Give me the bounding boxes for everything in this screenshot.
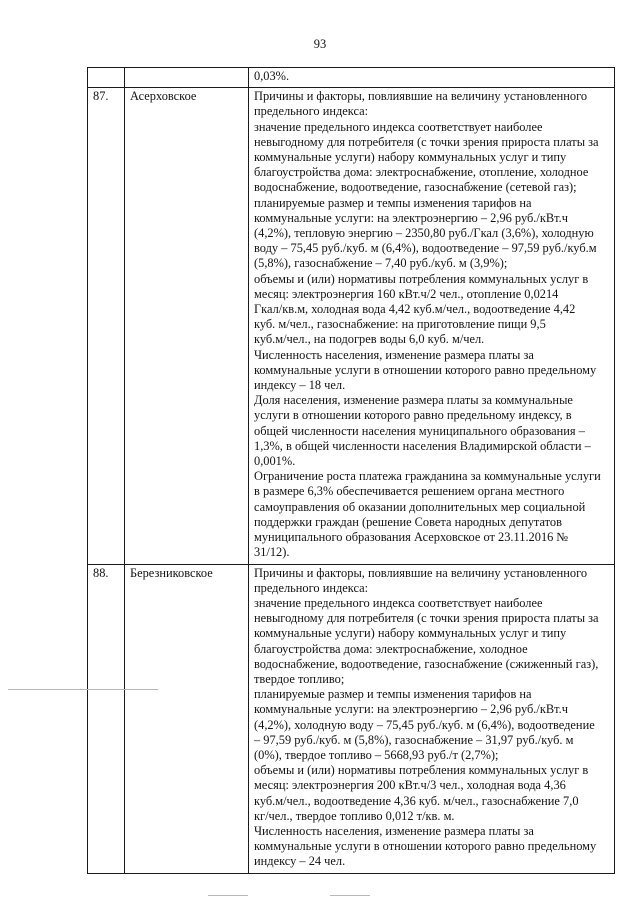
text-line: водоснабжение, водоотведение, газоснабжение (сжиженный газ), <box>254 656 599 671</box>
text-line: объемы и (или) нормативы потребления коммунальных услуг в <box>254 271 589 286</box>
text-line: 1,3%, в общей численности населения Владимирской области – <box>254 438 591 453</box>
table-row-continuation <box>88 68 615 88</box>
text-line: благоустройства дома: электроснабжение, отопление, холодное <box>254 165 589 180</box>
text-line: в размере 6,3% обеспечивается решением органа местного <box>254 484 565 499</box>
table-row-87 <box>88 88 615 564</box>
scan-artifact-line <box>330 895 370 896</box>
municipality-name: Березниковское <box>125 564 249 873</box>
text-line: предельного индекса: <box>254 580 369 595</box>
text-line: значение предельного индекса соответствует наиболее <box>254 119 543 134</box>
text-line: коммунальные услуги в отношении которого равно предельному <box>254 362 597 377</box>
text-line: Доля населения, изменение размера платы за коммунальные <box>254 393 573 408</box>
text-line: Численность населения, изменение размера платы за <box>254 347 534 362</box>
text-line: планируемые размер и темпы изменения тарифов на <box>254 687 532 702</box>
municipality-name <box>125 68 249 88</box>
text-line: месяц: электроэнергия 200 кВт.ч/3 чел., холодная вода 4,36 <box>254 778 566 793</box>
row-number: 87. <box>88 88 125 564</box>
text-line: месяц: электроэнергия 160 кВт.ч/2 чел., отопление 0,0214 <box>254 286 559 301</box>
text-line: (0%), твердое топливо – 5668,93 руб./т (2,7%); <box>254 747 499 762</box>
text-line: значение предельного индекса соответствует наиболее <box>254 595 543 610</box>
text-line: благоустройства дома: электроснабжение, холодное <box>254 641 528 656</box>
text-line: кг/чел., твердое топливо 0,012 т/кв. м. <box>254 808 455 823</box>
text-line: – 97,59 руб./куб. м (5,8%), газоснабжение – 31,97 руб./куб. м <box>254 732 574 747</box>
row-number: 88. <box>88 564 125 873</box>
text-line: Ограничение роста платежа гражданина за коммунальные услуги <box>254 469 601 484</box>
municipality-name: Асерховское <box>125 88 249 564</box>
text-line: самоуправления об оказании дополнительных мер социальной <box>254 499 586 514</box>
text-line: поддержки граждан (решение Совета народных депутатов <box>254 514 562 529</box>
text-line: коммунальные услуги в отношении которого равно предельному <box>254 839 597 854</box>
text-line: (4,2%), холодную воду – 75,45 руб./куб. м (6,4%), водоотведение <box>254 717 595 732</box>
text-line: услуги в отношении которого равно предельному индексу, в <box>254 408 572 423</box>
text-line: Численность населения, изменение размера платы за <box>254 823 534 838</box>
factors-text <box>249 88 615 564</box>
text-line: Причины и факторы, повлиявшие на величину установленного <box>254 89 588 104</box>
text-line: объемы и (или) нормативы потребления коммунальных услуг в <box>254 763 589 778</box>
text-line: коммунальные услуги) набору коммунальных услуг и типу <box>254 626 567 641</box>
text-line: Причины и факторы, повлиявшие на величину установленного <box>254 565 588 580</box>
text-line: куб. м/чел., газоснабжение: на приготовление пищи 9,5 <box>254 317 546 332</box>
text-line: 31/12). <box>254 545 290 560</box>
text-line: невыгодному для потребителя (с точки зрения прироста платы за <box>254 611 599 626</box>
text-line: коммунальные услуги) набору коммунальных услуг и типу <box>254 150 567 165</box>
row-number <box>88 68 125 88</box>
text-line: куб.м/чел., на подогрев воды 6,0 куб. м/чел. <box>254 332 485 347</box>
scan-artifact-line <box>8 689 158 690</box>
text-line: Гкал/кв.м, холодная вода 4,42 куб.м/чел., водоотведение 4,42 <box>254 302 576 317</box>
text-line: водоснабжение, водоотведение, газоснабжение (сетевой газ); <box>254 180 577 195</box>
text-line: предельного индекса: <box>254 104 369 119</box>
text-line: воду – 75,45 руб./куб. м (6,4%), водоотведение – 97,59 руб./куб.м <box>254 241 597 256</box>
index-factors-table <box>87 67 615 874</box>
text-line: индексу – 18 чел. <box>254 378 346 393</box>
text-line: куб.м/чел., водоотведение 4,36 куб. м/чел., газоснабжение 7,0 <box>254 793 579 808</box>
text-line: общей численности населения муниципального образования – <box>254 423 585 438</box>
scan-artifact-line <box>208 895 248 896</box>
text-line: невыгодному для потребителя (с точки зрения прироста платы за <box>254 134 599 149</box>
text-line: твердое топливо; <box>254 671 345 686</box>
text-line: (5,8%), газоснабжение – 7,40 руб./куб. м (3,9%); <box>254 256 508 271</box>
factors-text <box>249 68 615 88</box>
text-line: 0,001%. <box>254 454 296 469</box>
text-line: планируемые размер и темпы изменения тарифов на <box>254 195 532 210</box>
table-row-88 <box>88 564 615 873</box>
text-line: коммунальные услуги: на электроэнергию – 2,96 руб./кВт.ч <box>254 210 568 225</box>
factors-text <box>249 564 615 873</box>
text-line: муниципального образования Асерховское от 23.11.2016 № <box>254 530 569 545</box>
text-line: 0,03%. <box>254 69 290 83</box>
text-line: индексу – 24 чел. <box>254 854 346 869</box>
text-line: (4,2%), тепловую энергию – 2350,80 руб./Гкал (3,6%), холодную <box>254 226 594 241</box>
page-number: 93 <box>313 37 327 51</box>
text-line: коммунальные услуги: на электроэнергию – 2,96 руб./кВт.ч <box>254 702 568 717</box>
